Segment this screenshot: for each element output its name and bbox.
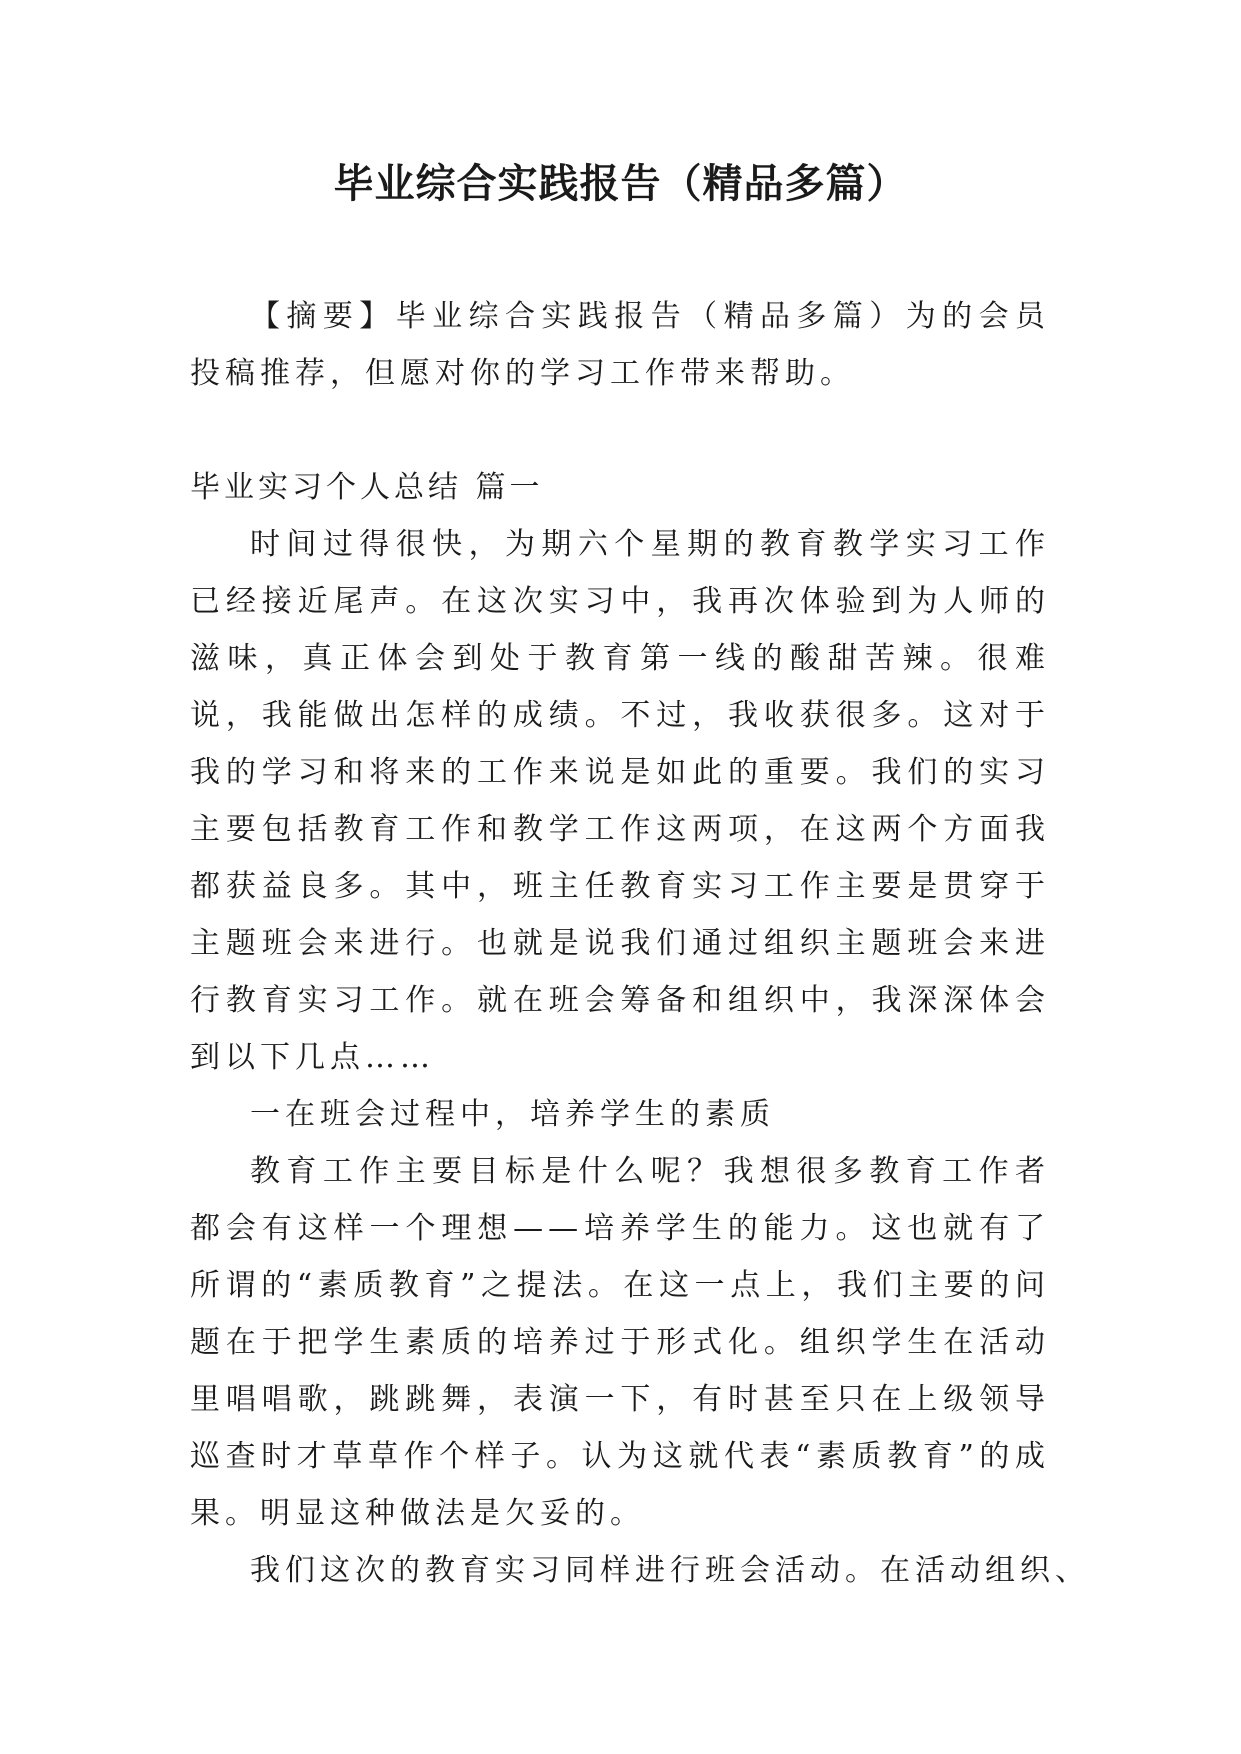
body-paragraph: 时间过得很快，为期六个星期的教育教学实习工作已经接近尾声。在这次实习中，我再次体验到为人师的滋味，真正体会到处于教育第一线的酸甜苦辣。很难说，我能做出怎样的成绩。不过，我收获很多。这对于我的学习和将来的工作来说是如此的重要。我们的实习主要包括教育工作和教学工作这两项，在这两个方面我都获益良多。其中，班主任教育实习工作主要是贯穿于主题班会来进行。也就是说我们通过组织主题班会来进行教育实习工作。就在班会筹备和组织中，我深深体会到以下几点…… — [190, 527, 1050, 1075]
subheading-paragraph: 一在班会过程中，培养学生的素质 — [250, 1097, 775, 1132]
document-title: 毕业综合实践报告（精品多篇） — [333, 161, 908, 207]
section-heading: 毕业实习个人总结 篇一 — [190, 470, 544, 505]
document-body — [190, 288, 1090, 1599]
abstract-paragraph: 【摘要】毕业综合实践报告（精品多篇）为的会员投稿推荐，但愿对你的学习工作带来帮助。 — [190, 299, 1050, 391]
body-paragraph: 教育工作主要目标是什么呢？我想很多教育工作者都会有这样一个理想——培养学生的能力。这也就有了所谓的“素质教育”之提法。在这一点上，我们主要的问题在于把学生素质的培养过于形式化。组织学生在活动里唱唱歌，跳跳舞，表演一下，有时甚至只在上级领导巡查时才草草作个样子。认为这就代表“素质教育”的成果。明显这种做法是欠妥的。 — [190, 1154, 1050, 1531]
body-paragraph: 我们这次的教育实习同样进行班会活动。在活动组织、 — [250, 1553, 1090, 1588]
